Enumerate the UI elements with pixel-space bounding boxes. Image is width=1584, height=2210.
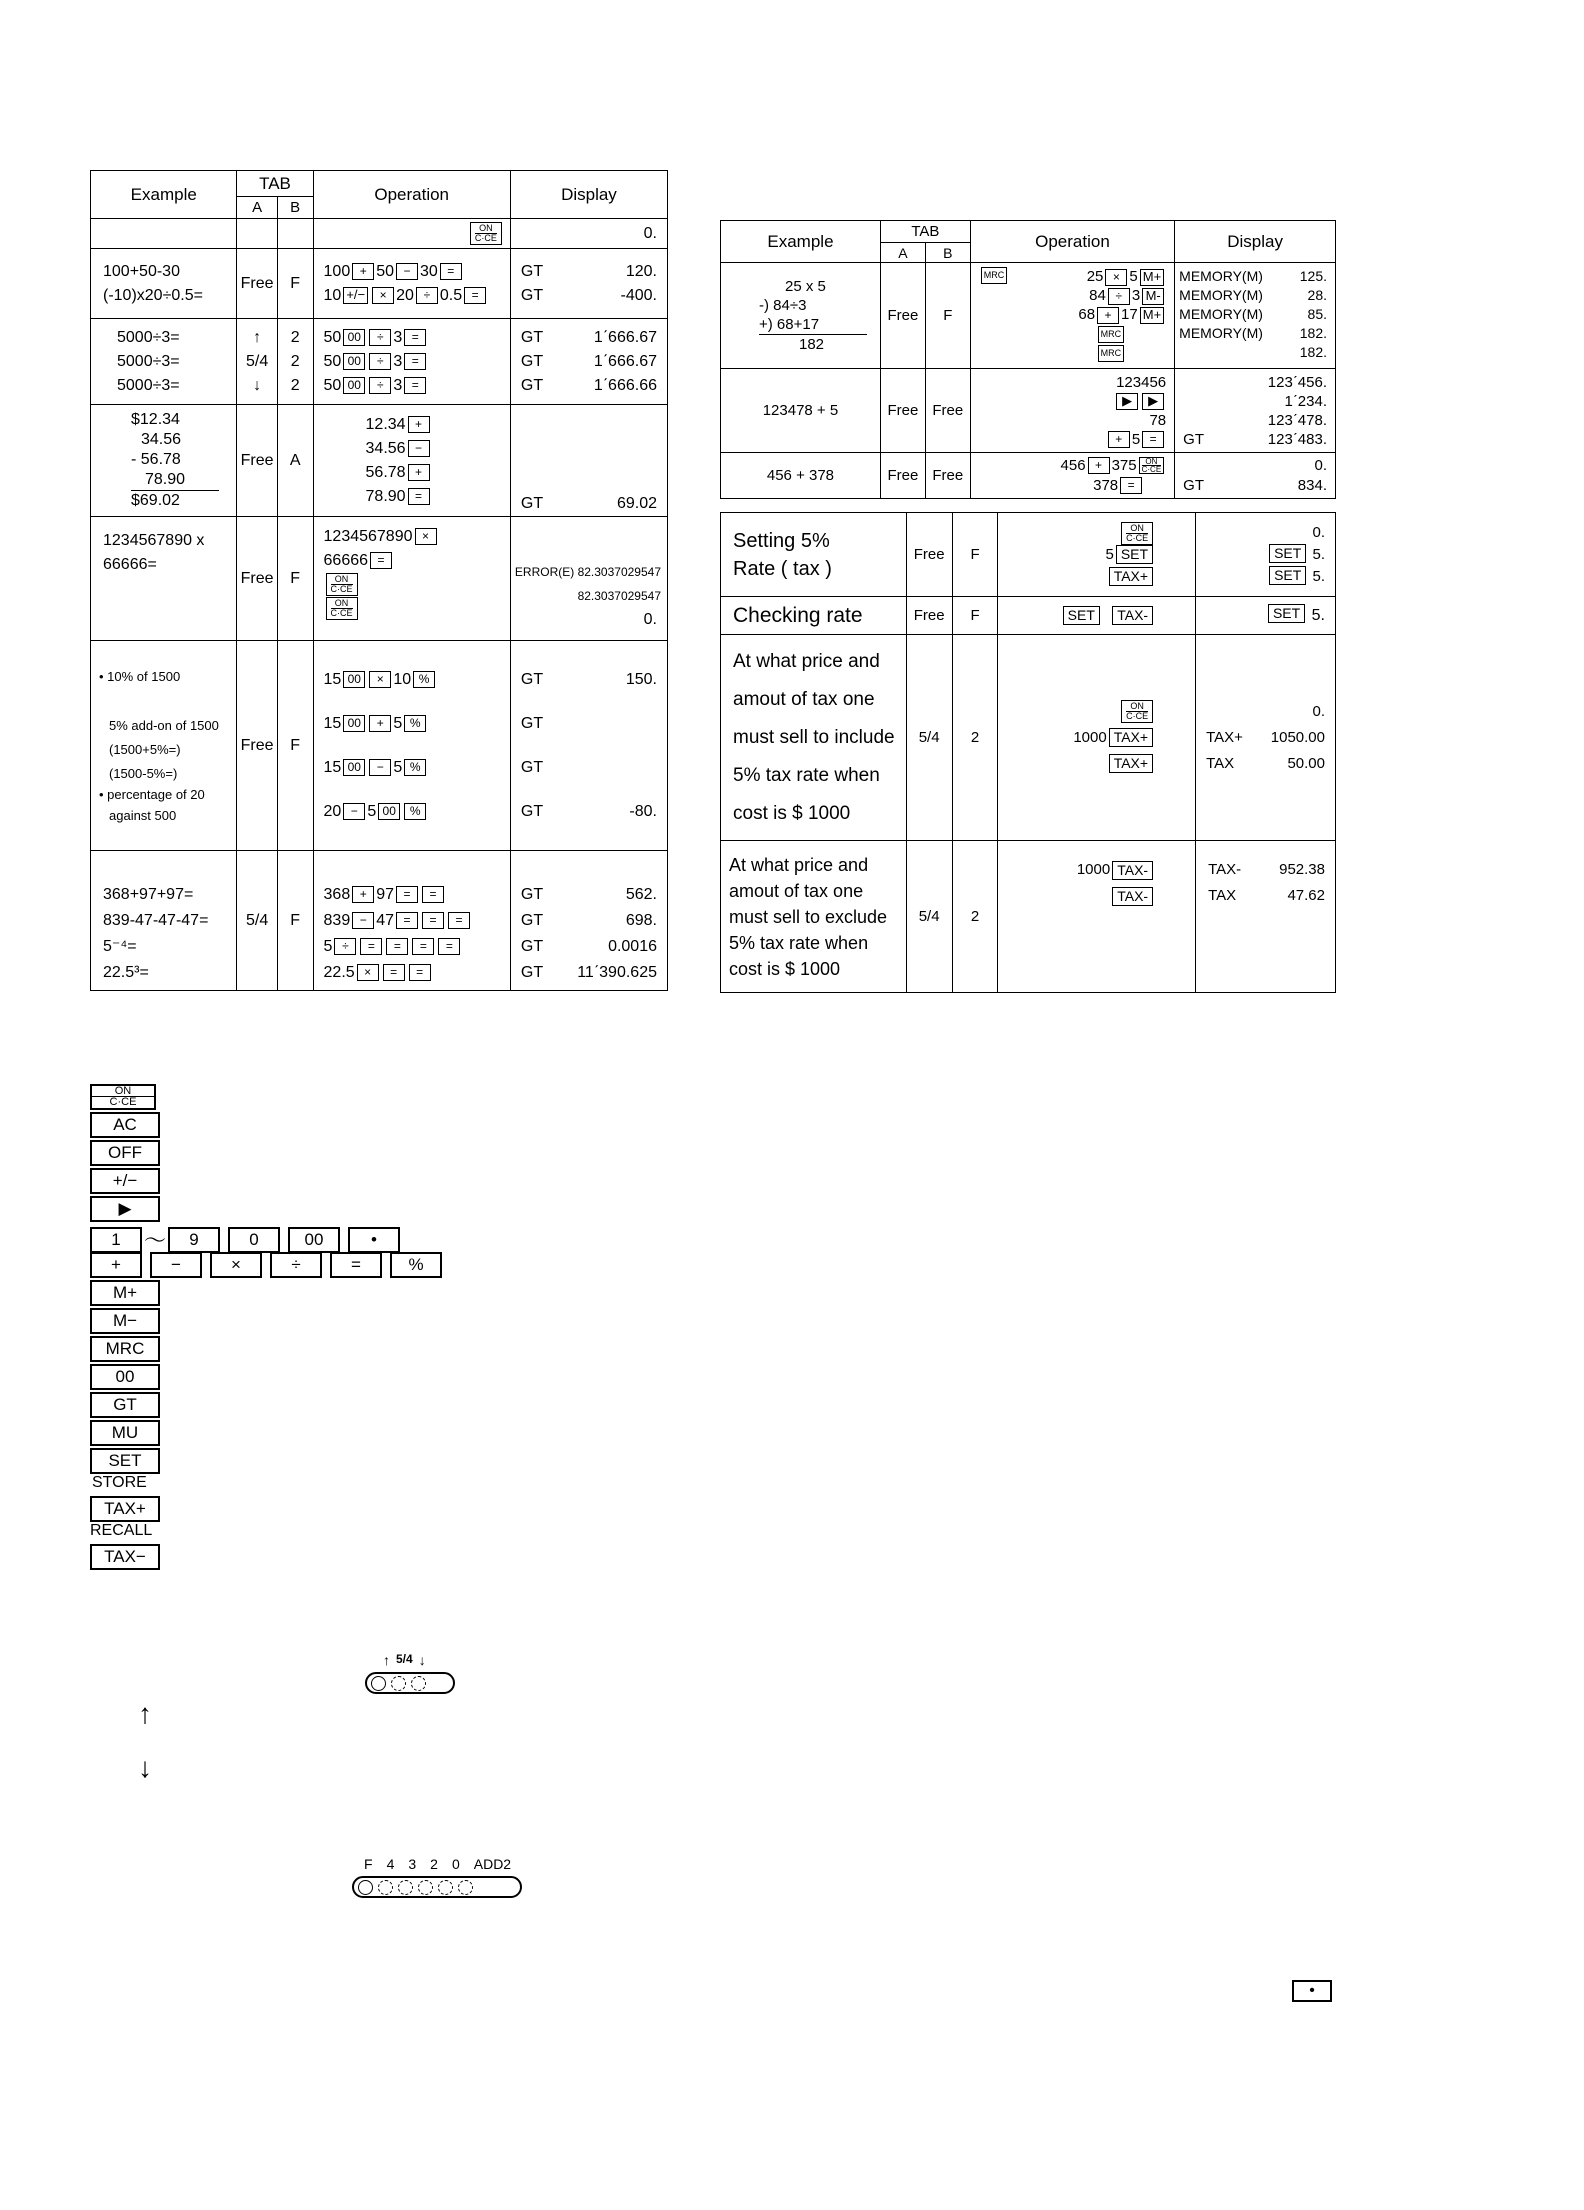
plus-key: +: [352, 263, 374, 280]
up-arrow-icon: ↑: [253, 328, 262, 346]
tax-minus-key: TAX-: [1112, 606, 1153, 625]
double-zero-key: 00: [343, 329, 365, 346]
table-row: At what price and amout of tax one must sell to include 5% tax rate when cost is $ 1000 5/4 2 $\frac{ON}{C\cdot CE}$ 1000 TAX+ TAX+ 0. TAX+ 1050.00 TAX 50.00: [721, 635, 1336, 841]
divide-key: ÷: [369, 329, 391, 346]
minus-key: −: [408, 440, 430, 457]
minus-key: −: [396, 263, 418, 280]
key-on-cce: ON C·CE: [90, 1084, 156, 1110]
multiply-key: ×: [415, 528, 437, 545]
tab-b: F: [277, 249, 313, 319]
mu-key: MU: [90, 1420, 160, 1446]
table-row: [91, 219, 668, 249]
display-value: 0.: [643, 224, 657, 242]
down-arrow-icon: ↓: [138, 1752, 152, 1783]
table-row: At what price and amout of tax one must sell to exclude 5% tax rate when cost is $ 1000 5/4 2 1000 TAX- TAX- TAX- 952.38 TAX 47.62: [721, 841, 1336, 993]
table-row: 100+50-30 (-10)x20÷0.5= Free F 100 + 50 − 30 = 10 +/− × 20 ÷ 0.5 = GT 120. GT -400.: [91, 249, 668, 319]
mminus-key: M−: [90, 1308, 160, 1334]
tax-table: [720, 512, 1336, 993]
ac-key: AC: [90, 1112, 160, 1138]
operation-table-2: Example TAB Operation Display A B 25 x 5 -) 84÷3 +) 68+17 182 Free F MRC 25 × 5 M+ 84 ÷ 3 M- 68 + 17 M+ MRC MRC MEMORY(M) 125. MEMORY(M) 28. MEMORY(M) 85. MEMORY(M) 182. 182. 123478 + 5 Free Free 123456 ▶ ▶ 78 + 5 = 123ˊ456. 1ˊ234. 123ˊ478. GT 123ˊ483. 456 + 378 Free Free 456 + 375 $\frac{ON}{C\cdot CE}$ 378 = 0. GT 834.: [720, 220, 1336, 499]
set-key: SET: [90, 1448, 160, 1474]
up-arrow-icon: ↑: [138, 1698, 152, 1729]
table-row: Setting 5% Rate ( tax ) Free F $\frac{ON}{C\cdot CE}$ 5 SET TAX+ 0. SET 5. SET 5.: [721, 513, 1336, 597]
header-tab: TAB: [237, 171, 313, 197]
tax-plus-key: TAX+: [90, 1496, 160, 1522]
mminus-key: M-: [1142, 288, 1164, 305]
double-zero-key: 00: [90, 1364, 160, 1390]
right-arrow-key: ▶: [1142, 393, 1164, 410]
tab-a: Free: [237, 249, 277, 319]
tax-minus-key: TAX−: [90, 1544, 160, 1570]
decimal-point-key: •: [1292, 1980, 1332, 2002]
digit-keys: 1 〜 9 0 00 •: [90, 1224, 408, 1255]
example-line: (-10)x20÷0.5=: [103, 286, 203, 304]
equals-key: =: [408, 488, 430, 505]
down-arrow-icon: ↓: [253, 376, 262, 394]
table-row: 123478 + 5 Free Free 123456 ▶ ▶ 78 + 5 = 123ˊ456. 1ˊ234. 123ˊ478. GT 123ˊ483.: [721, 369, 1336, 453]
equals-key: =: [370, 552, 392, 569]
plus-key: +: [408, 464, 430, 481]
mplus-key: M+: [90, 1280, 160, 1306]
percent-key: %: [413, 671, 435, 688]
gt-key: GT: [90, 1392, 160, 1418]
table-row: Checking rate Free F SET TAX- SET 5.: [721, 597, 1336, 635]
plus-key: +: [408, 416, 430, 433]
set-key: SET: [1116, 545, 1153, 564]
recall-label: RECALL: [90, 1522, 153, 1539]
equals-key: =: [440, 263, 462, 280]
plusminus-key: +/−: [90, 1168, 160, 1194]
table-row: 25 x 5 -) 84÷3 +) 68+17 182 Free F MRC 25 × 5 M+ 84 ÷ 3 M- 68 + 17 M+ MRC MRC MEMORY(M) 125. MEMORY(M) 28. MEMORY(M) 85. MEMORY(M) 182. 182.: [721, 263, 1336, 369]
operator-keys: + − × ÷ = %: [90, 1252, 450, 1278]
header-a: A: [237, 197, 277, 219]
header-display: Display: [510, 171, 667, 219]
table-row: 1234567890 x 66666= Free F 1234567890 × 66666 = $\frac{ON}{C\cdot CE}$ $\frac{ON}{C\cdot CE}$ ERROR(E) 82.3037029547 82.3037029547 0.: [91, 517, 668, 641]
right-arrow-key: ▶: [90, 1196, 160, 1222]
tax-plus-key: TAX+: [1109, 567, 1153, 586]
header-b: B: [277, 197, 313, 219]
on-cce-key: $\frac{ON}{C\cdot CE}$: [470, 222, 502, 245]
divide-key: ÷: [416, 287, 438, 304]
table-row: 456 + 378 Free Free 456 + 375 $\frac{ON}{C\cdot CE}$ 378 = 0. GT 834.: [721, 453, 1336, 499]
on-cce-key: $\frac{ON}{C\cdot CE}$: [326, 573, 358, 596]
multiply-key: ×: [372, 287, 394, 304]
right-arrow-key: ▶: [1116, 393, 1138, 410]
table-row: • 10% of 1500 5% add-on of 1500 (1500+5%=) (1500-5%=) • percentage of 20 against 500 Free F 15 00 × 10 % 15 00 + 5 % 15 00 − 5 % 20 − 5 00 % GT 150. GT GT GT -80.: [91, 641, 668, 851]
equals-key: =: [404, 329, 426, 346]
mrc-key: MRC: [90, 1336, 160, 1362]
store-label: STORE: [92, 1474, 147, 1491]
table-row: $12.34 34.56 - 56.78 78.90 $69.02 Free A 12.34 + 34.56 − 56.78 + 78.90 = GT 69.02: [91, 405, 668, 517]
header-example: Example: [91, 171, 237, 219]
off-key: OFF: [90, 1140, 160, 1166]
mplus-key: M+: [1140, 269, 1164, 286]
operation-table-1: [90, 170, 668, 991]
on-cce-key: $\frac{ON}{C\cdot CE}$: [326, 597, 358, 620]
tilde-icon: 〜: [144, 1228, 167, 1253]
decimal-switch: F 4 3 2 0 ADD2: [352, 1856, 522, 1898]
table-row: 368+97+97= 839-47-47-47= 5⁻⁴= 22.5³= 5/4 F 368 + 97 = = 839 − 47 = = = 5 ÷ = = = = 22.5 × = = GT 562. GT 698. GT 0.0016 GT 11ˊ390.625: [91, 851, 668, 991]
mrc-key: MRC: [981, 267, 1008, 284]
example-line: 100+50-30: [103, 262, 180, 280]
table-row: 5000÷3= 5000÷3= 5000÷3= ↑ 5/4 ↓ 2 2 2 50 00 ÷ 3 = 50 00 ÷ 3 = 50 00 ÷ 3 = GT 1ˊ666.67 GT 1ˊ666.67 GT 1ˊ666.66: [91, 319, 668, 405]
equals-key: =: [464, 287, 486, 304]
header-operation: Operation: [313, 171, 510, 219]
rounding-switch: ↑ 5/4 ↓: [365, 1652, 455, 1694]
plusminus-key: +/−: [343, 287, 368, 304]
